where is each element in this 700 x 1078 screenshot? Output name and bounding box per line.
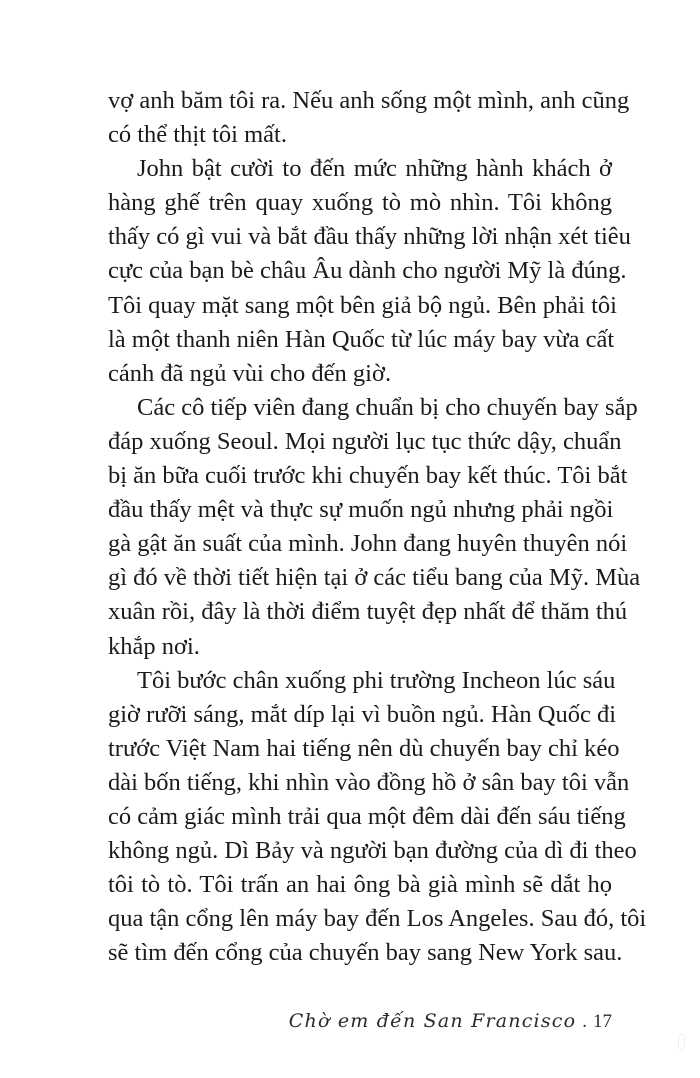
body-text [108,84,647,970]
paragraph [108,664,647,971]
text-line: giờ rưỡi sáng, mắt díp lại vì buồn ngủ. Hàn Quốc đi [108,700,617,728]
text-line: Các cô tiếp viên đang chuẩn bị cho chuyến bay sắp [137,393,638,421]
page-footer [289,1010,612,1033]
footer-separator: . [582,1011,587,1032]
page-number: 17 [593,1011,612,1032]
text-line: xuân rồi, đây là thời điểm tuyệt đẹp nhất để thăm thú [108,598,628,626]
paragraph [108,152,631,391]
text-line: có cảm giác mình trải qua một đêm dài đến sáu tiếng [108,802,626,830]
text-line: thấy có gì vui và bắt đầu thấy những lời nhận xét tiêu [108,223,631,251]
text-line: hàng ghế trên quay xuống tò mò nhìn. Tôi không [108,189,612,217]
paragraph [108,391,641,664]
text-line: sẽ tìm đến cổng của chuyến bay sang New York sau. [108,939,623,967]
text-line: đầu thấy mệt và thực sự muốn ngủ nhưng phải ngồi [108,496,614,524]
text-line: tôi tò tò. Tôi trấn an hai ông bà già mình sẽ dắt họ [108,871,612,899]
text-line: trước Việt Nam hai tiếng nên dù chuyến bay chỉ kéo [108,734,620,762]
text-line: bị ăn bữa cuối trước khi chuyến bay kết thúc. Tôi bắt [108,462,628,490]
paragraph [108,84,630,152]
text-line: có thể thịt tôi mất. [108,121,287,149]
text-line: John bật cười to đến mức những hành khách ở [137,155,612,183]
text-line: là một thanh niên Hàn Quốc từ lúc máy bay vừa cất [108,325,615,353]
text-line: qua tận cổng lên máy bay đến Los Angeles. Sau đó, tôi [108,905,647,933]
text-line: gì đó về thời tiết hiện tại ở các tiểu bang của Mỹ. Mùa [108,564,641,592]
text-line: Tôi quay mặt sang một bên giả bộ ngủ. Bên phải tôi [108,291,617,319]
text-line: khắp nơi. [108,632,200,660]
text-line: cánh đã ngủ vùi cho đến giờ. [108,359,392,387]
scan-artifact [678,1034,685,1050]
text-line: Tôi bước chân xuống phi trường Incheon lúc sáu [137,666,616,694]
running-title: Chờ em đến San Francisco [288,1010,577,1032]
text-line: gà gật ăn suất của mình. John đang huyên thuyên nói [108,530,628,558]
text-line: dài bốn tiếng, khi nhìn vào đồng hồ ở sân bay tôi vẫn [108,768,630,796]
text-line: đáp xuống Seoul. Mọi người lục tục thức dậy, chuẩn [108,427,622,455]
text-line: cực của bạn bè châu Âu dành cho người Mỹ là đúng. [108,257,627,285]
text-line: vợ anh băm tôi ra. Nếu anh sống một mình, anh cũng [108,87,630,114]
text-line: không ngủ. Dì Bảy và người bạn đường của dì đi theo [108,837,637,865]
